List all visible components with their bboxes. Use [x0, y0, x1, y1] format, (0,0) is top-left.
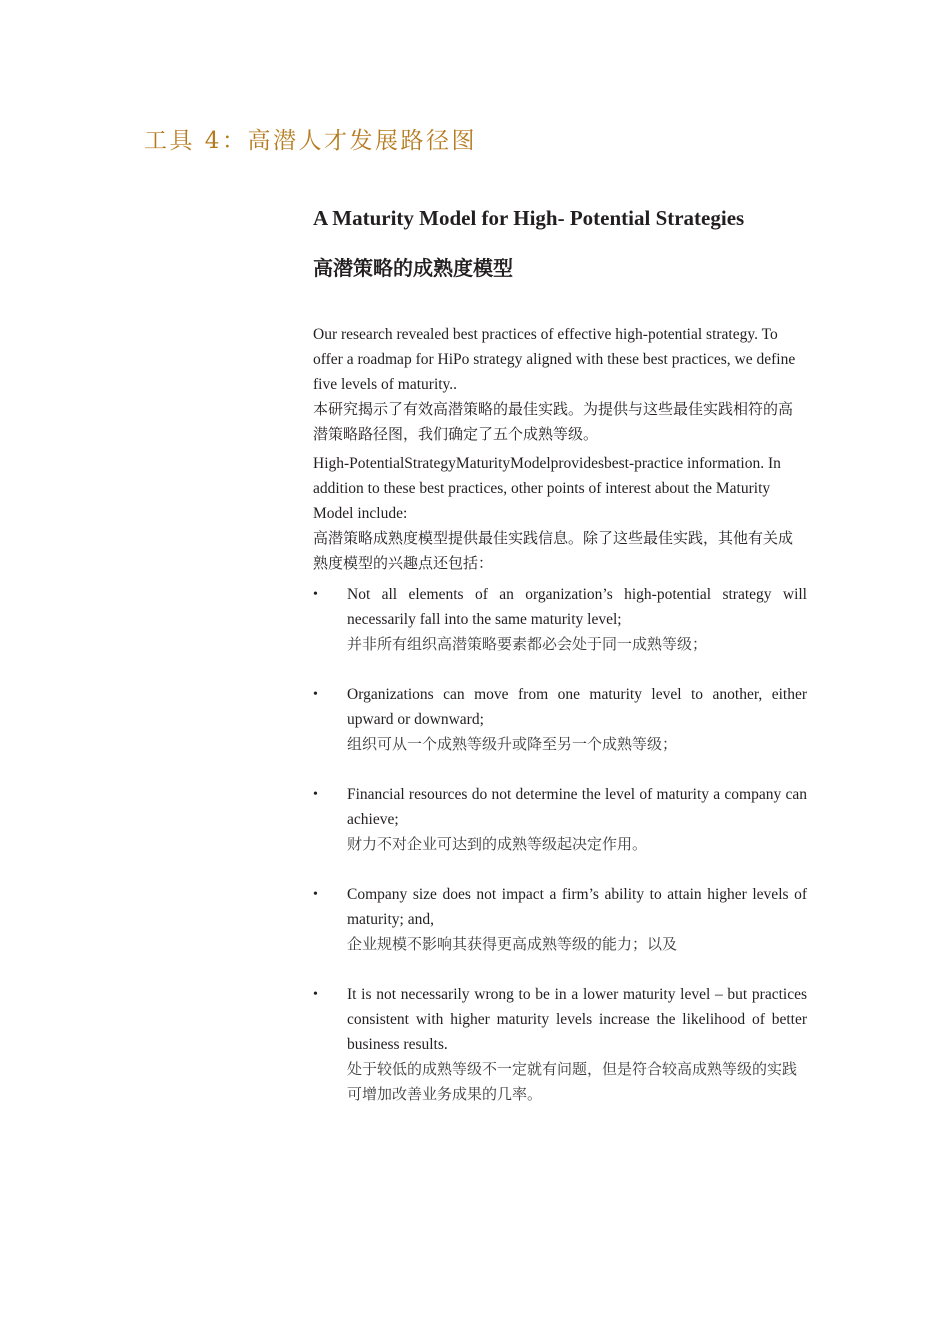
list-item [313, 982, 807, 1107]
model-paragraph-chinese: 高潜策略成熟度模型提供最佳实践信息。除了这些最佳实践，其他有关成熟度模型的兴趣点还包括： [313, 529, 794, 572]
bullet-icon: • [313, 687, 318, 702]
bullet-icon: • [313, 987, 318, 1002]
title-chinese: 高潜策略的成熟度模型 [313, 256, 513, 280]
list-item [313, 582, 807, 657]
page-heading: 工具 4：高潜人才发展路径图 [144, 128, 477, 154]
intro-paragraph-chinese: 本研究揭示了有效高潜策略的最佳实践。为提供与这些最佳实践相符的高潜策略路径图，我们确定了五个成熟等级。 [313, 400, 794, 443]
list-item [313, 682, 807, 757]
list-item-english: It is not necessarily wrong to be in a lower maturity level – but practices consistent with higher maturity levels increase the likelihood of better business results. [347, 986, 807, 1053]
list-item-chinese: 处于较低的成熟等级不一定就有问题，但是符合较高成熟等级的实践可增加改善业务成果的几率。 [347, 1060, 798, 1103]
list-item [313, 882, 807, 957]
list-item-english: Company size does not impact a firm’s ability to attain higher levels of maturity; and, [347, 886, 807, 928]
list-item-chinese: 组织可从一个成熟等级升或降至另一个成熟等级； [347, 735, 678, 753]
bullet-icon: • [313, 787, 318, 802]
list-item [313, 782, 807, 857]
list-item-english: Not all elements of an organization’s high-potential strategy will necessarily fall into the same maturity level; [347, 586, 807, 628]
model-paragraph-english: High-PotentialStrategyMaturityModelprovidesbest-practice information. In addition to these best practices, other points of interest about the Maturity Model include: [313, 455, 781, 522]
bullet-icon: • [313, 587, 318, 602]
list-item-english: Organizations can move from one maturity level to another, either upward or downward; [347, 686, 807, 728]
intro-paragraph-english: Our research revealed best practices of effective high-potential strategy. To offer a roadmap for HiPo strategy aligned with these best practices, we define five levels of maturity.. [313, 326, 796, 393]
list-item-chinese: 企业规模不影响其获得更高成熟等级的能力；以及 [347, 935, 678, 953]
article [313, 204, 807, 1107]
list-item-chinese: 并非所有组织高潜策略要素都必会处于同一成熟等级； [347, 635, 708, 653]
bullet-icon: • [313, 887, 318, 902]
maturity-points-list [313, 582, 807, 1107]
title-english: A Maturity Model for High- Potential Strategies [313, 206, 745, 230]
list-item-chinese: 财力不对企业可达到的成熟等级起决定作用。 [347, 835, 648, 853]
list-item-english: Financial resources do not determine the level of maturity a company can achieve; [347, 786, 807, 828]
